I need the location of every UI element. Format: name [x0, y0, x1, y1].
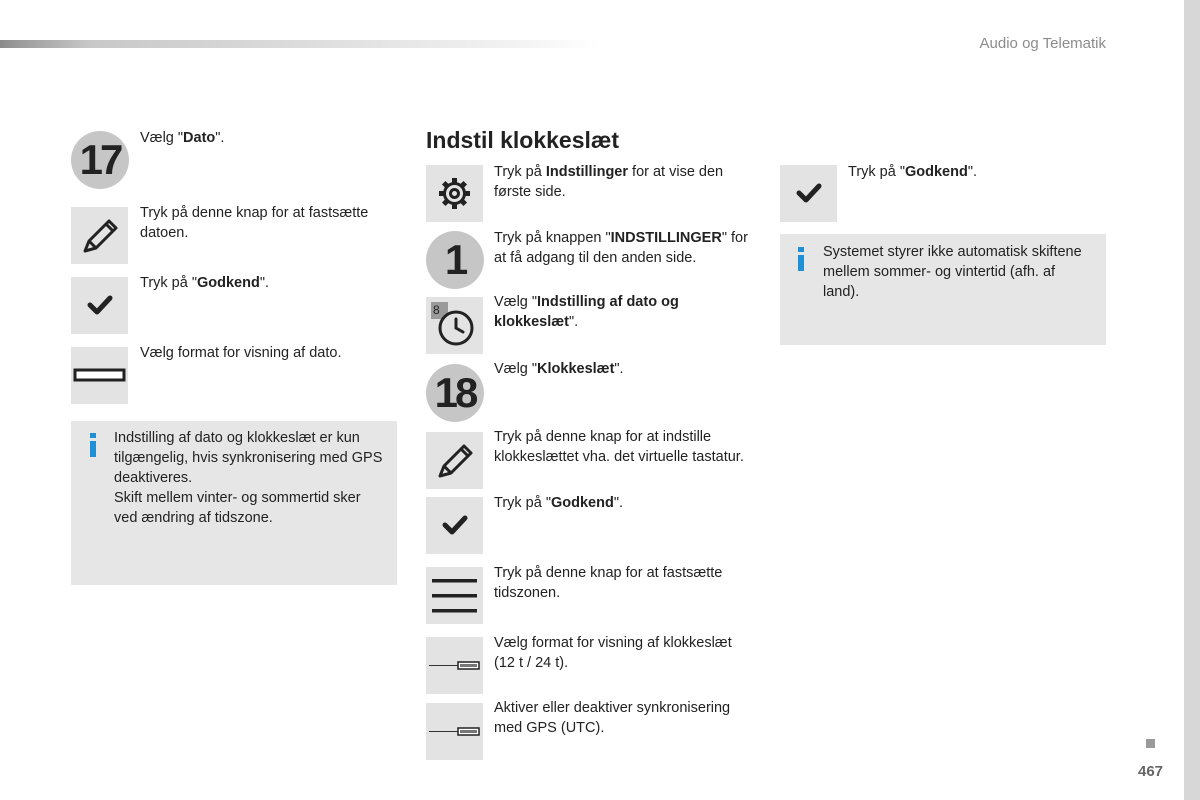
- page-number: 467: [1138, 763, 1164, 780]
- clock-icon: [426, 297, 483, 354]
- time-format-instruction: Vælg format for visning af klokkeslæt (12 t / 24 t).: [494, 635, 732, 671]
- final-confirm-instruction: Tryk på "Godkend".: [848, 164, 978, 180]
- checkmark-icon: [780, 165, 837, 222]
- step-17-badge: 17: [71, 131, 129, 189]
- pencil-icon: [71, 207, 128, 264]
- clock-badge-number: 8: [433, 303, 440, 317]
- step-17-text: Vælg "Dato".: [140, 130, 225, 146]
- toggle-icon: [426, 637, 483, 694]
- checkmark-icon: [426, 497, 483, 554]
- gear-icon: [426, 165, 483, 222]
- section-heading: Indstil klokkeslæt: [426, 127, 620, 153]
- time-confirm-instruction: Tryk på "Godkend".: [494, 495, 624, 511]
- confirm-instruction: Tryk på "Godkend".: [140, 275, 270, 291]
- date-time-setting-text: Vælg "Indstilling af dato og klokkeslæt".: [494, 294, 679, 330]
- settings-instruction: Tryk på Indstillinger for at vise den første side.: [494, 164, 724, 200]
- date-format-instruction: Vælg format for visning af dato.: [140, 345, 342, 361]
- info-text-right: Systemet styrer ikke automatisk skiftene mellem sommer- og vintertid (afh. af land).: [823, 244, 1082, 300]
- section-title: Audio og Telematik: [979, 35, 1106, 52]
- step-18-badge: 18: [426, 364, 484, 422]
- timezone-instruction: Tryk på denne knap for at fastsætte tidszonen.: [494, 565, 723, 601]
- menu-icon: [426, 567, 483, 624]
- pencil-instruction: Tryk på denne knap for at fastsætte datoen.: [140, 205, 369, 241]
- gps-sync-instruction: Aktiver eller deaktiver synkronisering med GPS (UTC).: [494, 700, 731, 736]
- header-gradient-bar: [0, 40, 600, 48]
- format-bar-icon: [71, 347, 128, 404]
- page-marker: [1146, 739, 1155, 748]
- page-edge-bar: [1184, 0, 1200, 800]
- step-1-text: Tryk på knappen "INDSTILLINGER" for at få adgang til den anden side.: [494, 230, 748, 266]
- step-18-text: Vælg "Klokkeslæt".: [494, 361, 624, 377]
- pencil-icon: [426, 432, 483, 489]
- info-text-left: Indstilling af dato og klokkeslæt er kun tilgængelig, hvis synkronisering med GPS deaktiveres. Skift mellem vinter- og sommertid sker ved ændring af tidszone.: [114, 430, 383, 526]
- info-icon: [798, 247, 804, 271]
- toggle-icon: [426, 703, 483, 760]
- checkmark-icon: [71, 277, 128, 334]
- info-icon: [90, 433, 96, 457]
- time-pencil-instruction: Tryk på denne knap for at indstille klokkeslættet vha. det virtuelle tastatur.: [494, 429, 744, 465]
- step-1-badge: 1: [426, 231, 484, 289]
